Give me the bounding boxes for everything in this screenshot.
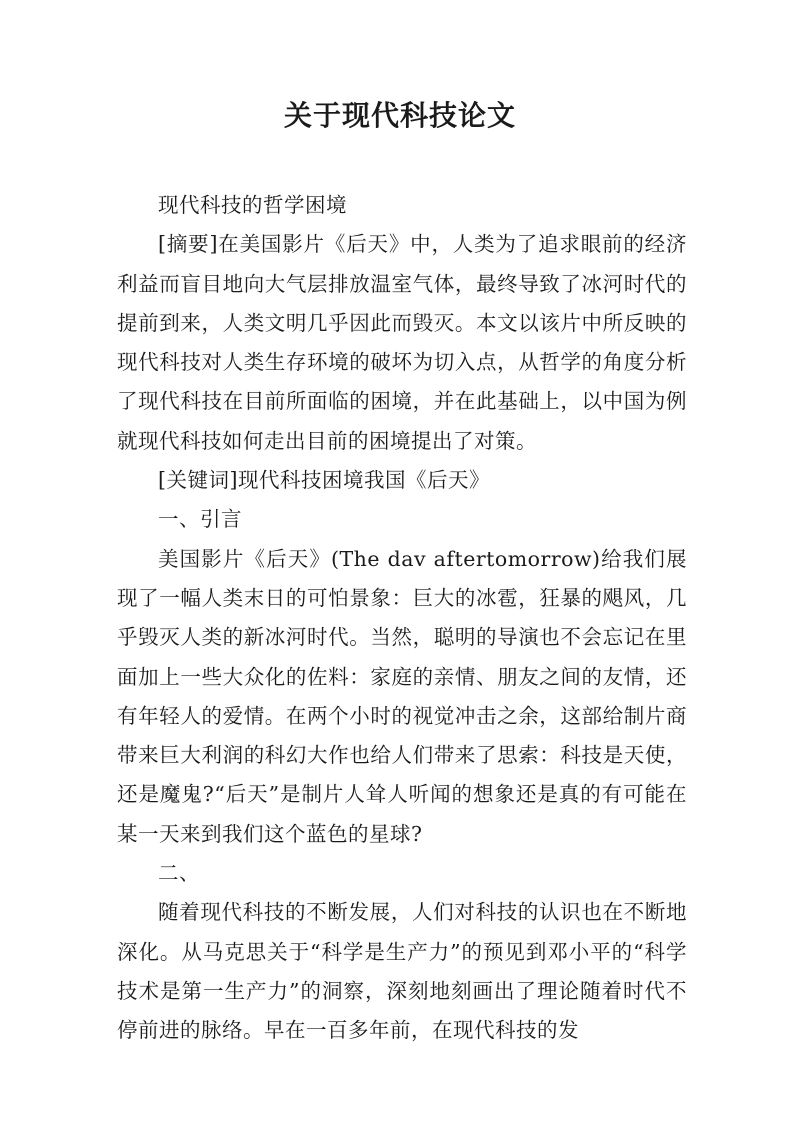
document-body [117,186,687,1051]
section-heading: 一、引言 [158,507,242,532]
page-title: 关于现代科技论文 [283,99,516,132]
section-heading: 二、 [158,861,200,886]
body-paragraph: 美国影片《后天》(The dav aftertomorrow)给我们展现了一幅人类末日的可怕景象：巨大的冰雹，狂暴的飓风，几乎毁灭人类的新冰河时代。当然，聪明的导演也不会忘记在里面加上一些大众化的佐料：家庭的亲情、朋友之间的友情，还有年轻人的爱情。在两个小时的视觉冲击之余，这部给制片商带来巨大利润的科幻大作也给人们带来了思索：科技是天使，还是魔鬼?“后天”是制片人耸人听闻的想象还是真的有可能在某一天来到我们这个蓝色的星球? [117,546,687,846]
abstract-paragraph: [摘要]在美国影片《后天》中，人类为了追求眼前的经济利益而盲目地向大气层排放温室气体，最终导致了冰河时代的提前到来，人类文明几乎因此而毁灭。本文以该片中所反映的现代科技对人类生存环境的破坏为切入点，从哲学的角度分析了现代科技在目前所面临的困境，并在此基础上，以中国为例就现代科技如何走出目前的困境提出了对策。 [117,232,687,453]
section-heading: 现代科技的哲学困境 [158,193,347,217]
keywords-paragraph: [关键词]现代科技困境我国《后天》 [158,468,490,493]
body-paragraph: 随着现代科技的不断发展，人们对科技的认识也在不断地深化。从马克思关于“科学是生产力”的预见到邓小平的“科学技术是第一生产力”的洞察，深刻地刻画出了理论随着时代不停前进的脉络。早在一百多年前，在现代科技的发 [117,900,687,1043]
